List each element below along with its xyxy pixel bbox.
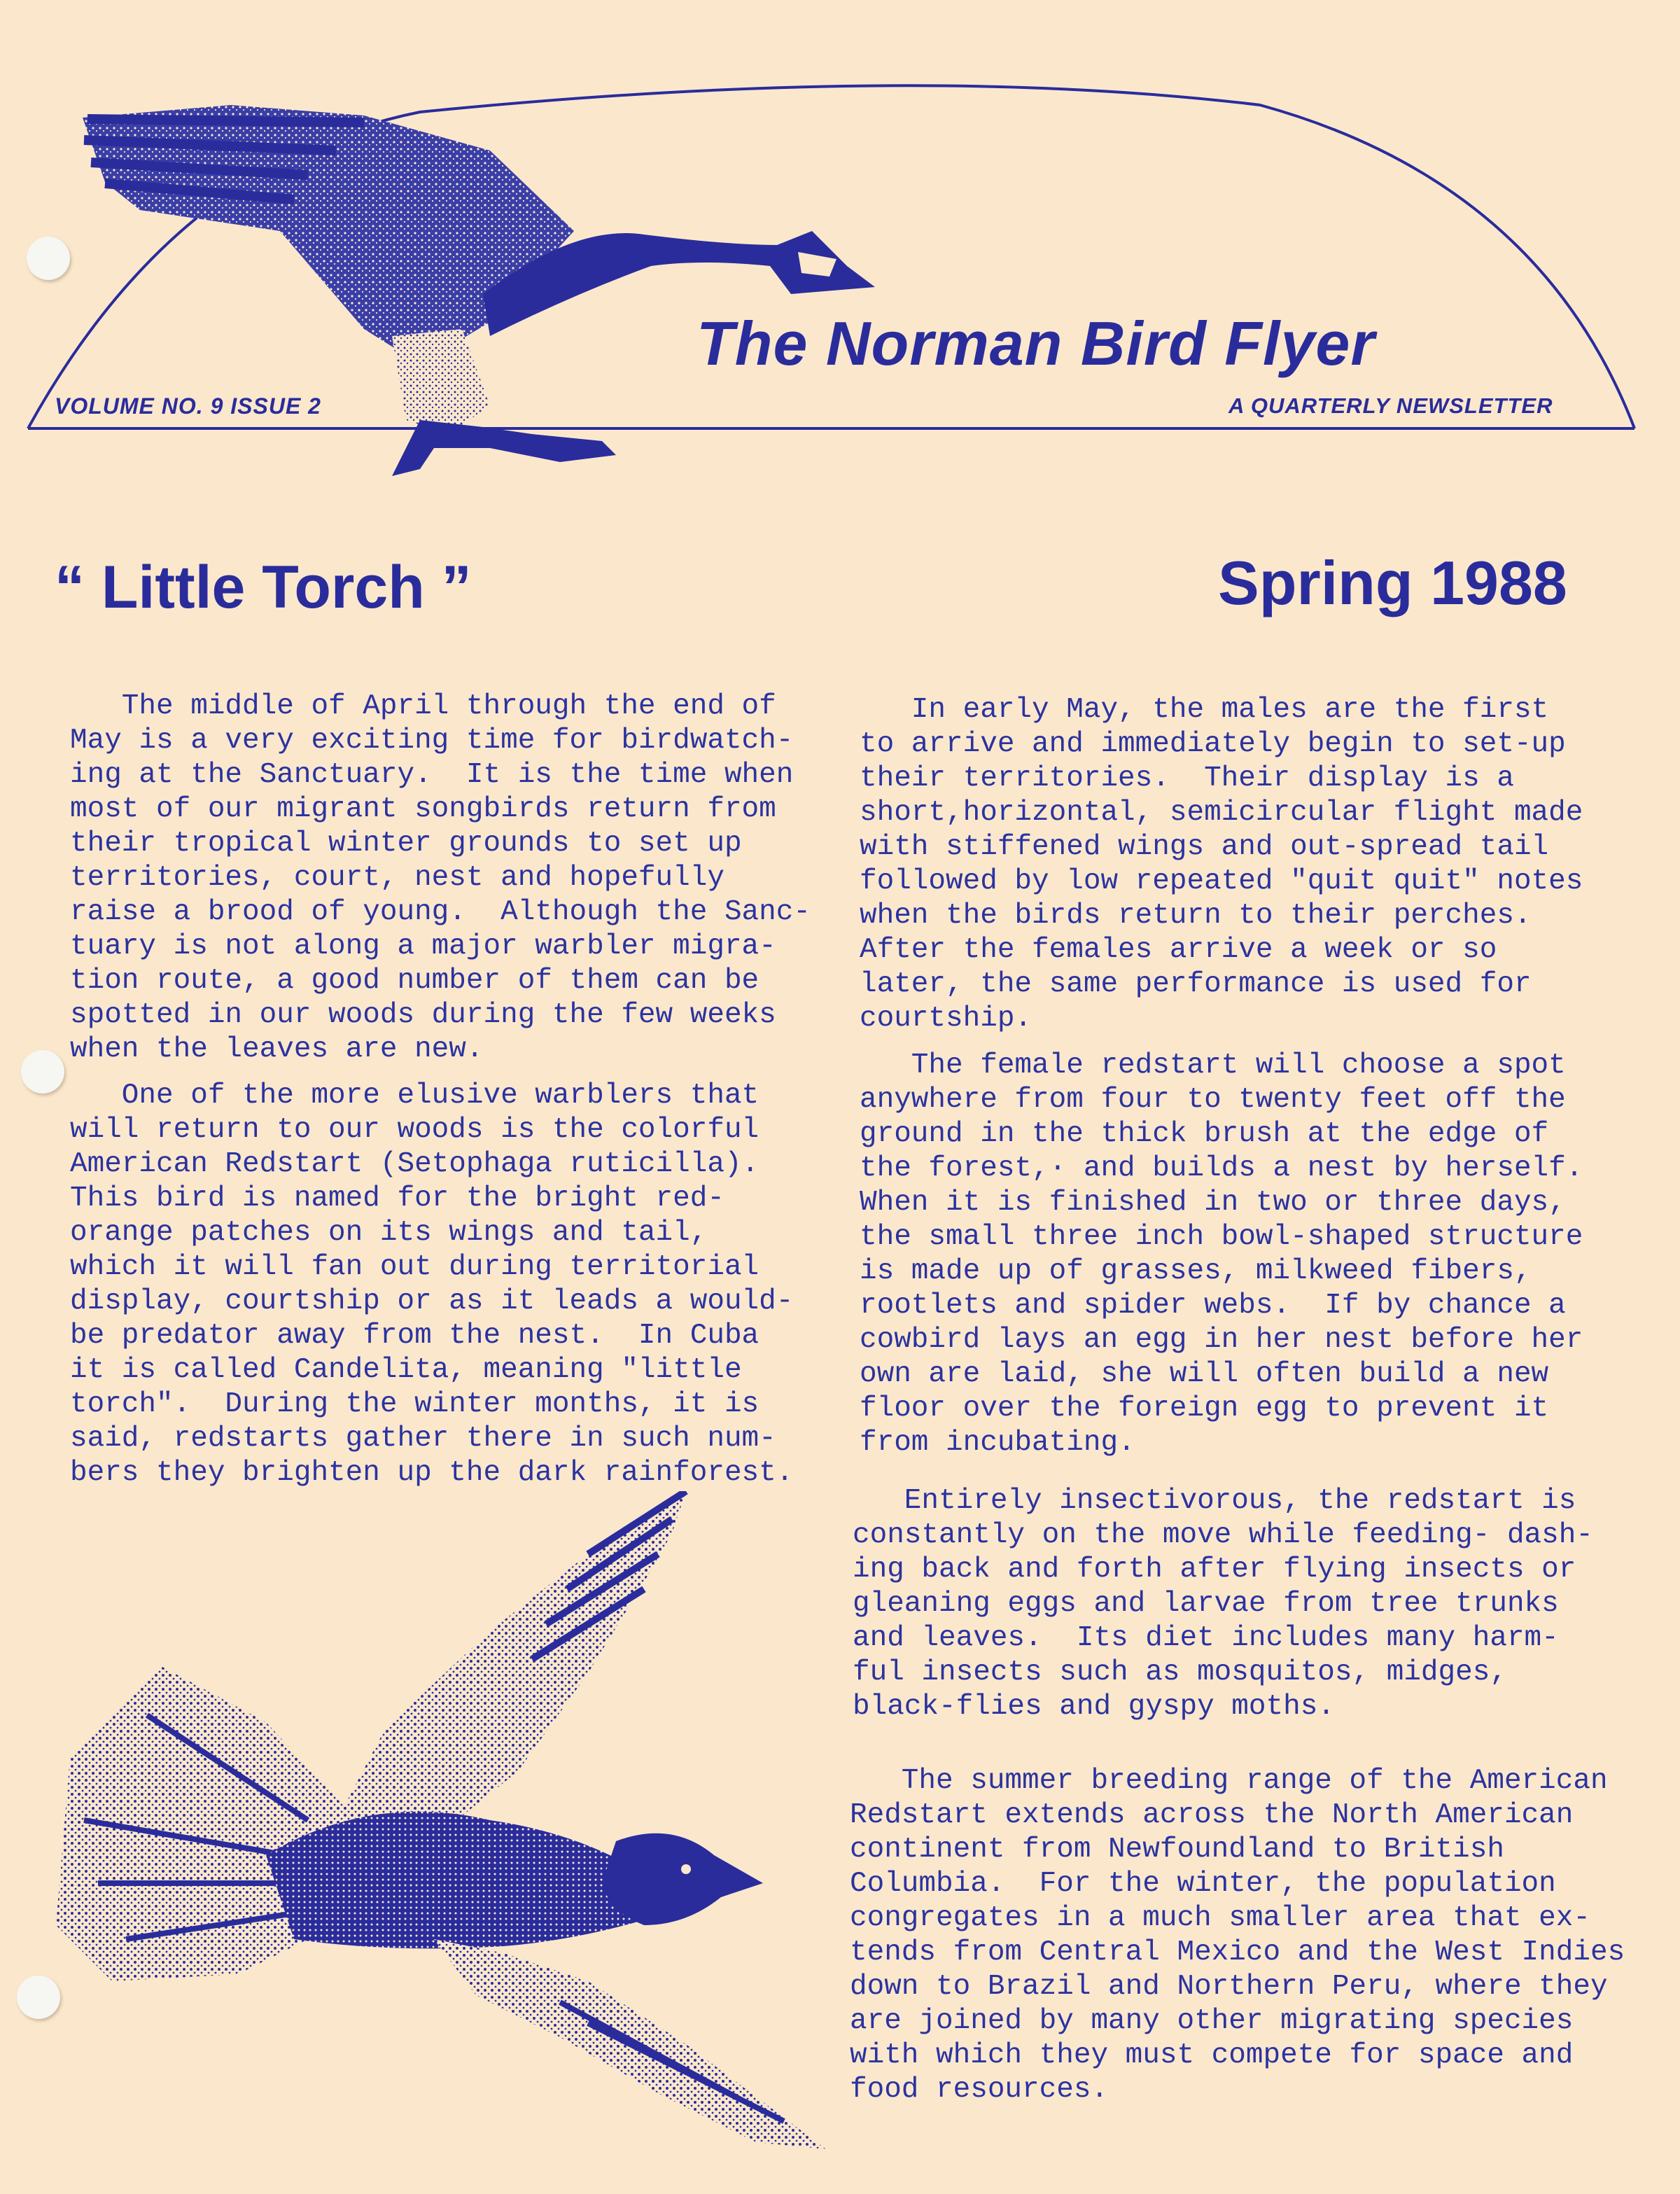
redstart-illustration [56, 1491, 840, 2149]
binder-hole-middle [21, 1050, 64, 1093]
article-title: “ Little Torch ” [55, 554, 472, 621]
newsletter-title: The Norman Bird Flyer [696, 309, 1376, 378]
binder-hole-bottom [17, 1976, 60, 2019]
body-paragraph: Entirely insectivorous, the redstart is constantly on the move while feeding- dash- ing back and forth after flying insects or gleaning eggs and larvae from tree trunks and leaves. Its diet includes many harm- ful insects such as mosquitos, midges, black-flies and gyspy moths. [853, 1485, 1593, 1723]
goose-illustration [83, 105, 875, 476]
body-paragraph: The summer breeding range of the American Redstart extends across the North American continent from Newfoundland to British Columbia. For the winter, the population congregates in a much smaller area that ex- tends from Central Mexico and the West Indies down to Brazil and Northern Peru, where they are joined by many other migrating species with which they must compete for space and food resources. [850, 1765, 1625, 2106]
body-paragraph: The female redstart will choose a spot anywhere from four to twenty feet off the ground in the thick brush at the edge of the forest,· and builds a nest by herself. When it is finished in two or three days, the small three inch bowl-shaped structure is made up of grasses, milkweed fibers, rootlets and spider webs. If by chance a cowbird lays an egg in her nest before her own are laid, she will often build a new floor over the foreign egg to prevent it from incubating. [860, 1049, 1583, 1459]
body-paragraph: The middle of April through the end of May is a very exciting time for birdwatch- ing at the Sanctuary. It is the time when most of our migrant songbirds return from their tropical winter grounds to set up territories, court, nest and hopefully raise a brood of young. Although the Sanc- tuary is not along a major warbler migra- tion route, a good number of them can be spotted in our woods during the few weeks when the leaves are new. [70, 690, 811, 1065]
body-paragraph: In early May, the males are the first to arrive and immediately begin to set-up their territories. Their display is a short,horizontal, semicircular flight made with stiffened wings and out-spread tail followed by low repeated "quit quit" notes when the birds return to their perches. After the females arrive a week or so later, the same performance is used for courtship. [860, 694, 1583, 1035]
issue-season: Spring 1988 [1218, 548, 1567, 617]
body-paragraph: One of the more elusive warblers that will return to our woods is the colorful American Redstart (Setophaga ruticilla). This bird is named for the bright red- orange patches on its wings and tail, which it will fan out during territorial display, courtship or as it leads a would- be predator away from the nest. In Cuba it is called Candelita, meaning "little torch". During the winter months, it is said, redstarts gather there in such num- bers they brighten up the dark rainforest. [70, 1079, 794, 1489]
volume-issue-label: VOLUME NO. 9 ISSUE 2 [55, 393, 321, 419]
newsletter-subtitle: A QUARTERLY NEWSLETTER [1228, 393, 1553, 418]
